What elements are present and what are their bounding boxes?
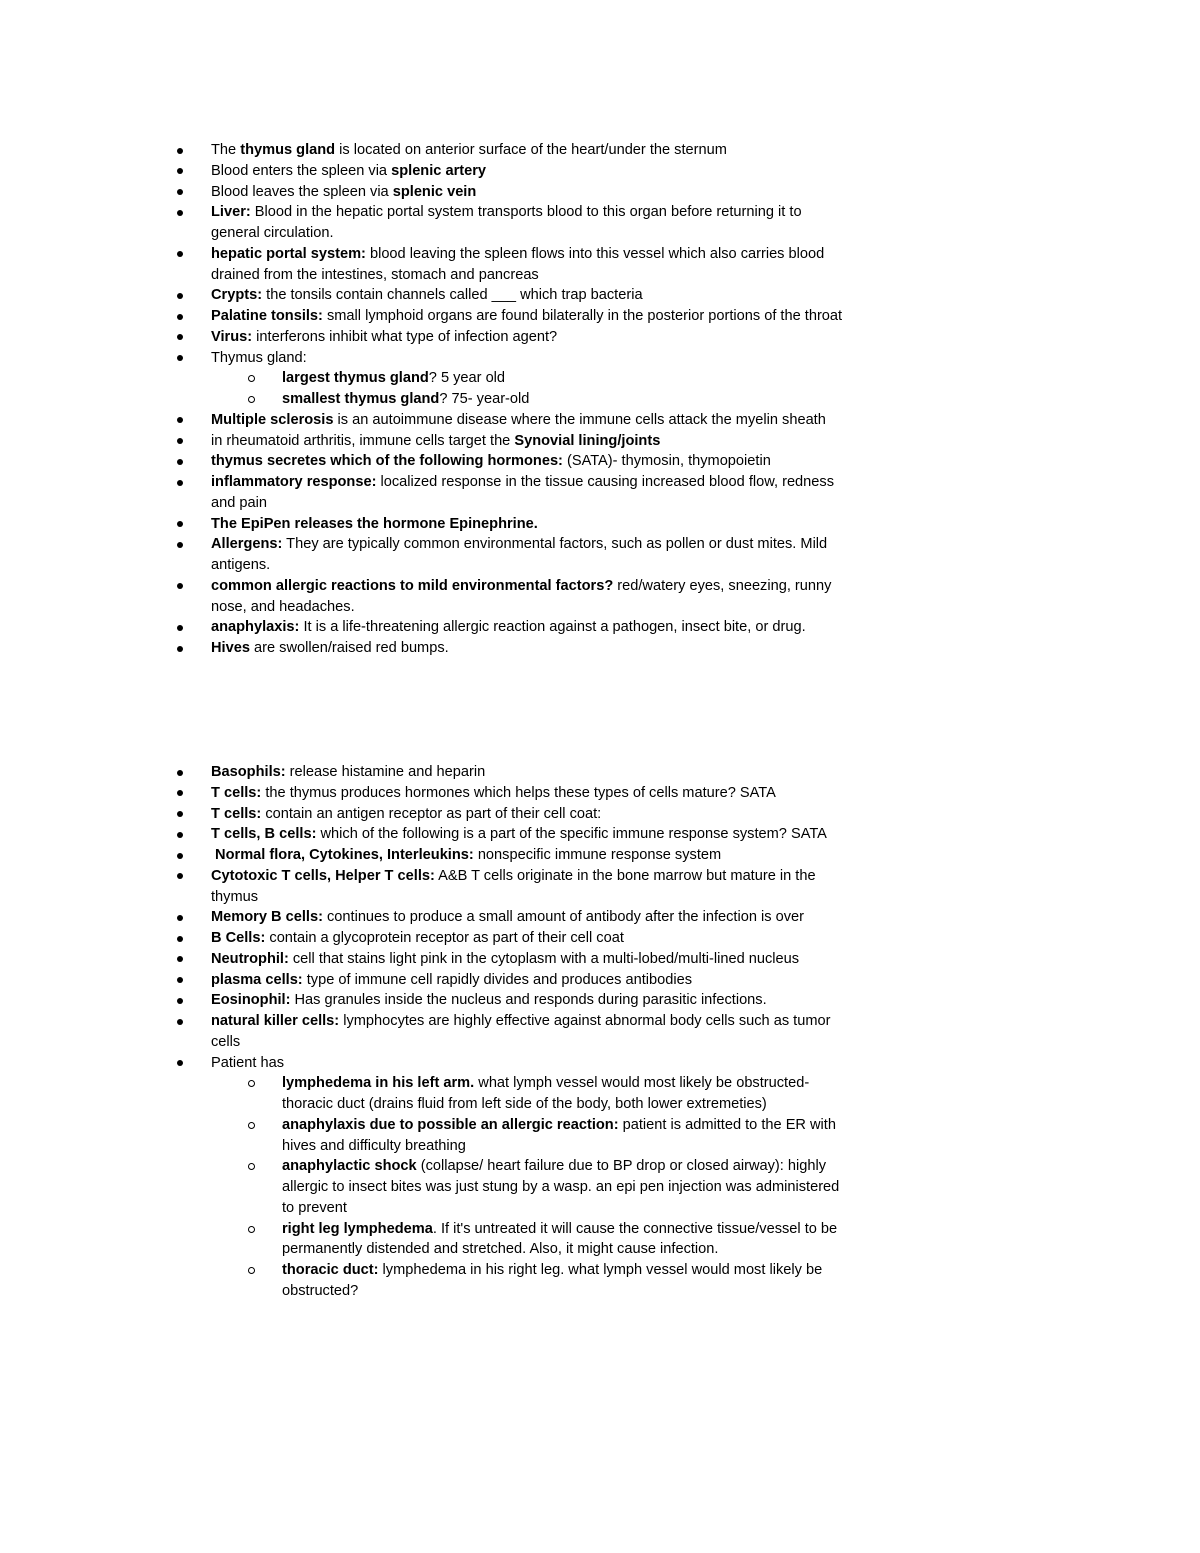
list-item: Normal flora, Cytokines, Interleukins: nonspecific immune response system bbox=[0, 845, 851, 866]
list-item: Cytotoxic T cells, Helper T cells: A&B T cells originate in the bone marrow but mature in the thymus bbox=[0, 866, 851, 908]
list-item: hepatic portal system: blood leaving the spleen flows into this vessel which also carries blood drained from the intestines, stomach and pancreas bbox=[0, 244, 851, 286]
bullet-icon bbox=[177, 168, 183, 174]
hollow-bullet-icon bbox=[248, 1080, 255, 1087]
bullet-icon bbox=[177, 853, 183, 859]
bullet-icon bbox=[177, 417, 183, 423]
list-item: Multiple sclerosis is an autoimmune disease where the immune cells attack the myelin sheath bbox=[0, 410, 851, 431]
list-item: Blood enters the spleen via splenic artery bbox=[0, 161, 851, 182]
bullet-icon bbox=[177, 646, 183, 652]
bullet-icon bbox=[177, 956, 183, 962]
sub-list-item: right leg lymphedema. If it's untreated it will cause the connective tissue/vessel to be permanently distended and stretched. Also, it might cause infection. bbox=[0, 1219, 850, 1261]
sub-list bbox=[211, 1073, 851, 1301]
list-item: B Cells: contain a glycoprotein receptor as part of their cell coat bbox=[0, 928, 851, 949]
bullet-icon bbox=[177, 148, 183, 154]
bullet-icon bbox=[177, 438, 183, 444]
list-item: Memory B cells: continues to produce a small amount of antibody after the infection is over bbox=[0, 907, 851, 928]
list-item: inflammatory response: localized response in the tissue causing increased blood flow, redness and pain bbox=[0, 472, 851, 514]
hollow-bullet-icon bbox=[248, 396, 255, 403]
sub-list-item: thoracic duct: lymphedema in his right leg. what lymph vessel would most likely be obstructed? bbox=[0, 1260, 850, 1302]
hollow-bullet-icon bbox=[248, 1122, 255, 1129]
sub-list bbox=[211, 368, 851, 410]
list-item: T cells: the thymus produces hormones which helps these types of cells mature? SATA bbox=[0, 783, 851, 804]
bullet-icon bbox=[177, 1019, 183, 1025]
hollow-bullet-icon bbox=[248, 1267, 255, 1274]
notes-list-lymphatic bbox=[0, 140, 1200, 659]
bullet-icon bbox=[177, 334, 183, 340]
list-item: Neutrophil: cell that stains light pink in the cytoplasm with a multi-lobed/multi-lined nucleus bbox=[0, 949, 851, 970]
list-item: Liver: Blood in the hepatic portal system transports blood to this organ before returning it to general circulation. bbox=[0, 202, 851, 244]
list-item: thymus secretes which of the following hormones: (SATA)- thymosin, thymopoietin bbox=[0, 451, 851, 472]
sub-list-item: lymphedema in his left arm. what lymph vessel would most likely be obstructed- thoracic duct (drains fluid from left side of the body, both lower extremeties) bbox=[0, 1073, 850, 1115]
list-item: Virus: interferons inhibit what type of infection agent? bbox=[0, 327, 851, 348]
bullet-icon bbox=[177, 251, 183, 257]
bullet-icon bbox=[177, 459, 183, 465]
list-item: Basophils: release histamine and heparin bbox=[0, 762, 851, 783]
bullet-icon bbox=[177, 583, 183, 589]
list-item: The EpiPen releases the hormone Epinephrine. bbox=[0, 514, 851, 535]
list-item: The thymus gland is located on anterior surface of the heart/under the sternum bbox=[0, 140, 851, 161]
sub-list-item: smallest thymus gland? 75- year-old bbox=[0, 389, 850, 410]
bullet-icon bbox=[177, 832, 183, 838]
notes-list-immune-cells bbox=[0, 762, 1200, 1302]
bullet-icon bbox=[177, 542, 183, 548]
list-item: in rheumatoid arthritis, immune cells target the Synovial lining/joints bbox=[0, 431, 851, 452]
list-item: Blood leaves the spleen via splenic vein bbox=[0, 182, 851, 203]
bullet-icon bbox=[177, 977, 183, 983]
list-item: Hives are swollen/raised red bumps. bbox=[0, 638, 851, 659]
bullet-icon bbox=[177, 936, 183, 942]
bullet-icon bbox=[177, 480, 183, 486]
bullet-icon bbox=[177, 998, 183, 1004]
bullet-icon bbox=[177, 355, 183, 361]
list-item: natural killer cells: lymphocytes are highly effective against abnormal body cells such as tumor cells bbox=[0, 1011, 851, 1053]
bullet-icon bbox=[177, 521, 183, 527]
bullet-icon bbox=[177, 790, 183, 796]
list-item: Crypts: the tonsils contain channels called ___ which trap bacteria bbox=[0, 285, 851, 306]
list-item: Thymus gland: largest thymus gland? 5 year old smallest thymus gland? 75- year-old bbox=[0, 348, 851, 410]
bullet-icon bbox=[177, 811, 183, 817]
list-item: Allergens: They are typically common environmental factors, such as pollen or dust mites. Mild antigens. bbox=[0, 534, 851, 576]
hollow-bullet-icon bbox=[248, 1226, 255, 1233]
list-item: plasma cells: type of immune cell rapidly divides and produces antibodies bbox=[0, 970, 851, 991]
hollow-bullet-icon bbox=[248, 375, 255, 382]
bullet-icon bbox=[177, 314, 183, 320]
hollow-bullet-icon bbox=[248, 1163, 255, 1170]
bullet-icon bbox=[177, 1060, 183, 1066]
bullet-icon bbox=[177, 915, 183, 921]
sub-list-item: anaphylactic shock (collapse/ heart failure due to BP drop or closed airway): highly allergic to insect bites was just stung by a wasp. an epi pen injection was administered to prevent bbox=[0, 1156, 850, 1218]
list-item: common allergic reactions to mild environmental factors? red/watery eyes, sneezing, runny nose, and headaches. bbox=[0, 576, 851, 618]
sub-list-item: anaphylaxis due to possible an allergic reaction: patient is admitted to the ER with hives and difficulty breathing bbox=[0, 1115, 850, 1157]
list-item: Eosinophil: Has granules inside the nucleus and responds during parasitic infections. bbox=[0, 990, 851, 1011]
bullet-icon bbox=[177, 770, 183, 776]
bullet-icon bbox=[177, 293, 183, 299]
bullet-icon bbox=[177, 625, 183, 631]
list-item: anaphylaxis: It is a life-threatening allergic reaction against a pathogen, insect bite, or drug. bbox=[0, 617, 851, 638]
sub-list-item: largest thymus gland? 5 year old bbox=[0, 368, 850, 389]
list-item: Palatine tonsils: small lymphoid organs are found bilaterally in the posterior portions of the throat bbox=[0, 306, 851, 327]
bullet-icon bbox=[177, 189, 183, 195]
bullet-icon bbox=[177, 873, 183, 879]
list-item: T cells: contain an antigen receptor as part of their cell coat: bbox=[0, 804, 851, 825]
bullet-icon bbox=[177, 210, 183, 216]
list-item: Patient has lymphedema in his left arm. what lymph vessel would most likely be obstructed- thoracic duct (drains fluid from left side of the body, both lower extremeties) anaphylaxis due to possible an allergic reaction: patient is admitted to the ER with hives and difficulty breathing anaphylactic shock (collapse/ heart failure due to BP drop or closed airway): highly allergic to insect bites was just stung by a wasp. an epi pen injection was administered to prevent right leg lymphedema. If it's untreated it will cause the connective tissue/vessel to be permanently distended and stretched. Also, it might cause infection. thoracic duct: lymphedema in his right leg. what lymph vessel would most likely be obstructed? bbox=[0, 1053, 851, 1302]
list-item: T cells, B cells: which of the following is a part of the specific immune response system? SATA bbox=[0, 824, 851, 845]
